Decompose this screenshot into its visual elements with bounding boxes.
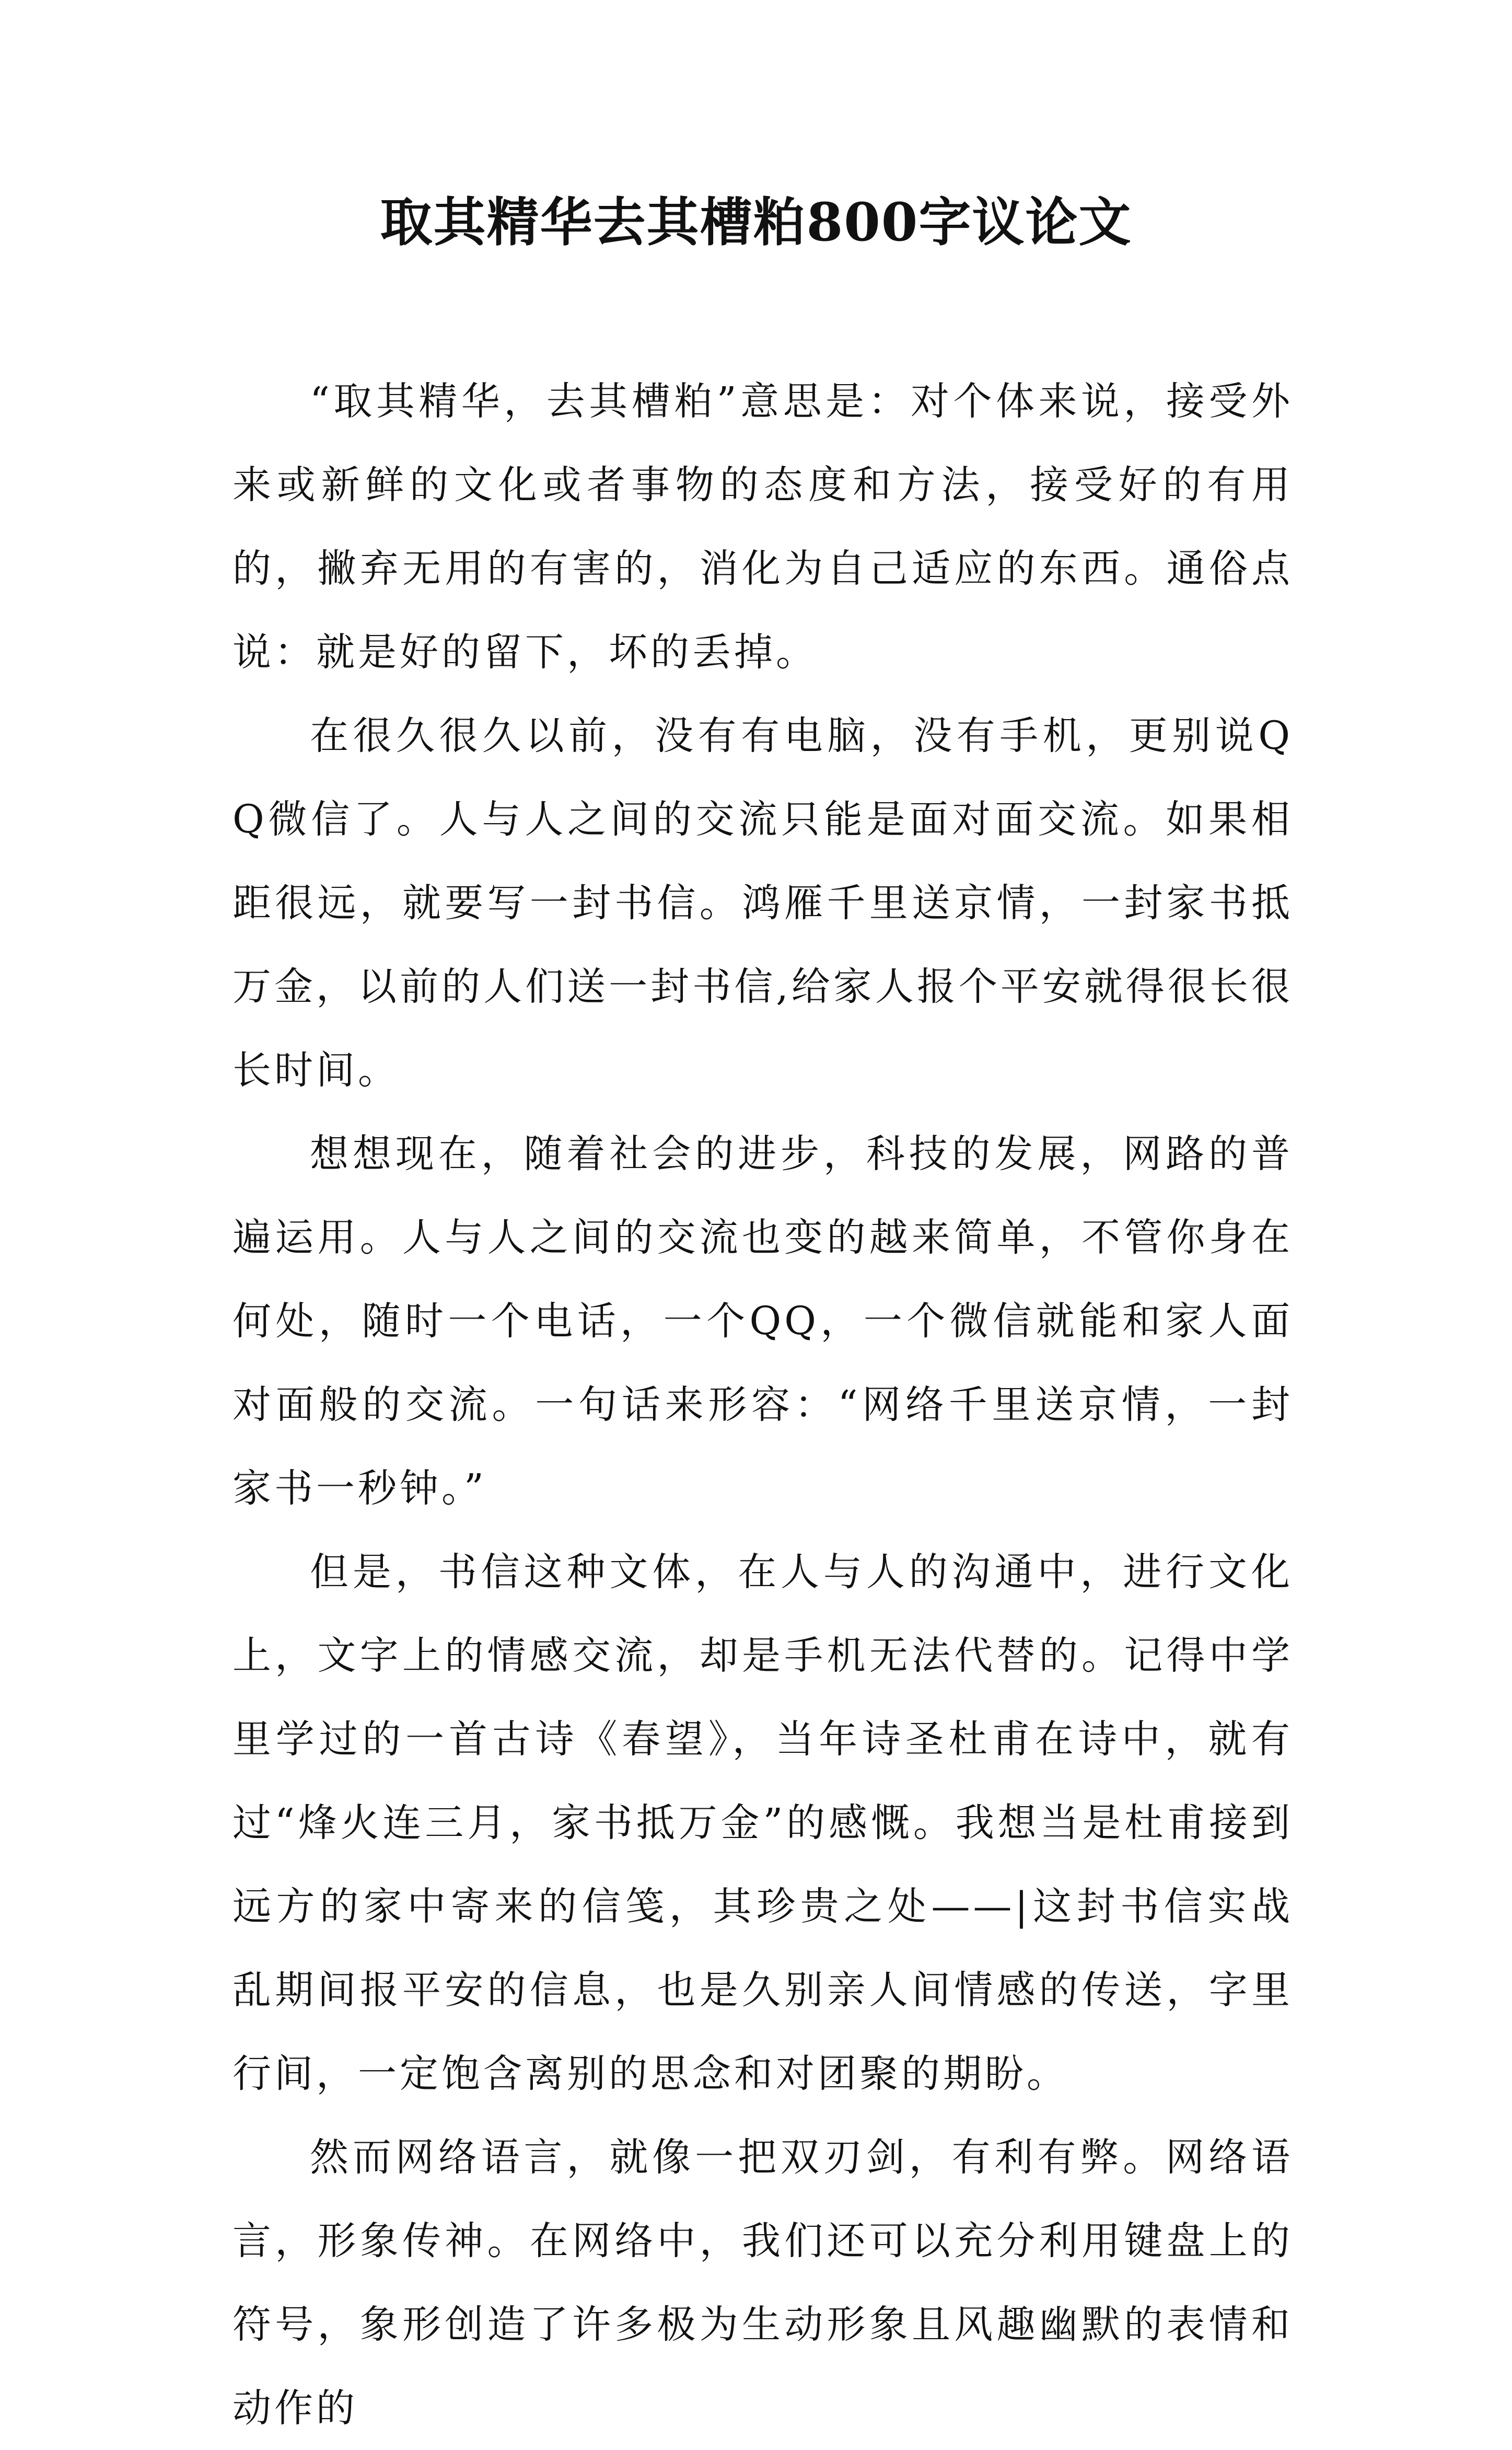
paragraph-4: 但是，书信这种文体，在人与人的沟通中，进行文化上，文字上的情感交流，却是手机无法代替的。记得中学里学过的一首古诗《春望》，当年诗圣杜甫在诗中，就有过“烽火连三月，家书抵万金”的感慨。我想当是杜甫接到远方的家中寄来的信笺，其珍贵之处——|这封书信实战乱期间报平安的信息，也是久别亲人间情感的传送，字里行间，一定饱含离别的思念和对团聚的期盼。 bbox=[232, 1550, 1293, 2096]
document-title: 取其精华去其槽粕800字议论文 bbox=[380, 191, 1132, 253]
paragraph-2: 在很久很久以前，没有有电脑，没有手机，更别说QQ微信了。人与人之间的交流只能是面对面交流。如果相距很远，就要写一封书信。鸿雁千里送京情，一封家书抵万金，以前的人们送一封书信,给家人报个平安就得很长很长时间。 bbox=[232, 713, 1293, 1093]
paragraph-5: 然而网络语言，就像一把双刃剑，有利有弊。网络语言，形象传神。在网络中，我们还可以充分利用键盘上的符号，象形创造了许多极为生动形象且风趣幽默的表情和动作的 bbox=[232, 2135, 1293, 2431]
document-body bbox=[232, 360, 1293, 2450]
paragraph-1: “取其精华，去其槽粕”意思是：对个体来说，接受外来或新鲜的文化或者事物的态度和方法，接受好的有用的，撇弃无用的有害的，消化为自己适应的东西。通俗点说：就是好的留下，坏的丢掉。 bbox=[232, 379, 1293, 675]
paragraph-3: 想想现在，随着社会的进步，科技的发展，网路的普遍运用。人与人之间的交流也变的越来简单，不管你身在何处，随时一个电话，一个QQ，一个微信就能和家人面对面般的交流。一句话来形容：“网络千里送京情，一封家书一秒钟。” bbox=[232, 1131, 1293, 1511]
